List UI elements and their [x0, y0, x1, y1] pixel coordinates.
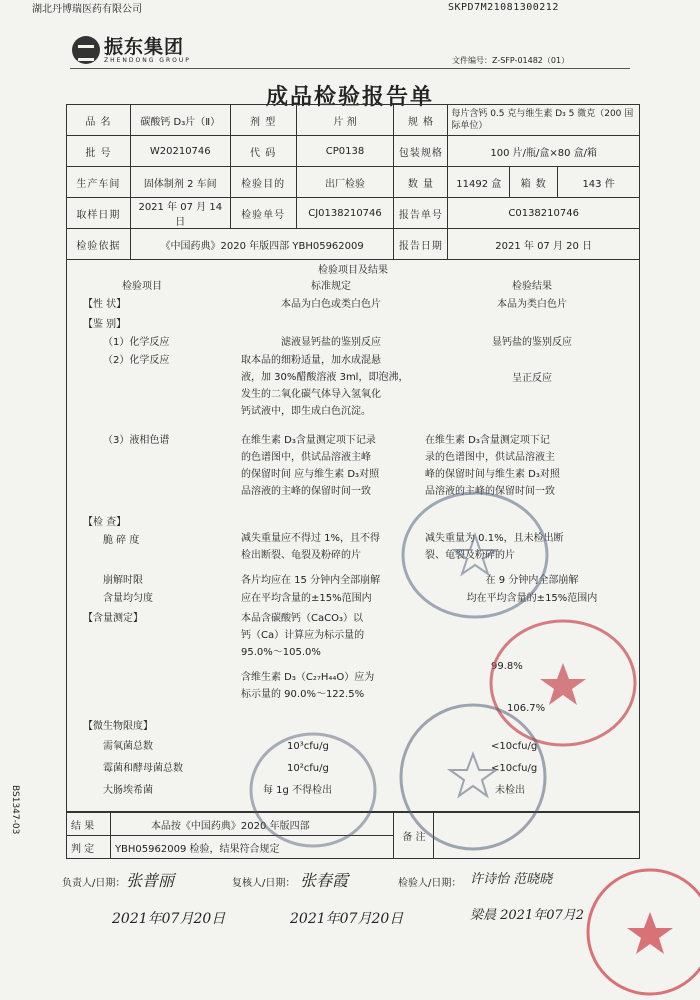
uniformity-standard: 应在平均含量的±15%范围内 — [241, 593, 372, 604]
info-label: 数 量 — [394, 167, 448, 198]
info-value: 片 剂 — [296, 105, 394, 136]
info-value: 《中国药典》2020 年版四部 YBH05962009 — [130, 229, 394, 260]
assay-label: 【含量测定】 — [83, 613, 143, 624]
text-line: 标示量的 90.0%～122.5% — [241, 689, 365, 700]
info-value: 143 件 — [558, 167, 640, 198]
text-line: 本品含碳酸钙（CaCO₃）以 — [241, 613, 363, 624]
responsible-date: 2021年07月20日 — [112, 911, 226, 927]
aerobic-label: 需氧菌总数 — [103, 741, 153, 752]
friability-standard — [241, 530, 421, 564]
info-label: 品 名 — [67, 105, 131, 136]
column-header-standard: 标准规定 — [311, 281, 351, 292]
file-number: 文件编号：Z-SFP-01482（01） — [452, 56, 570, 65]
reviewer-signature: 张春霞 — [300, 871, 349, 890]
text-line: 峰的保留时间与维生素 D₃对照 — [425, 469, 560, 480]
responsible-signature: 张普丽 — [126, 871, 175, 890]
logo-subtitle: ZHENDONG GROUP — [104, 56, 191, 64]
inspector-label: 检验人/日期： — [398, 878, 462, 889]
conclusion-text: 本品按《中国药典》2020 年版四部 — [110, 813, 394, 836]
inspector-date: 梁晨 2021年07月2 — [470, 908, 585, 923]
remark-label: 备 注 — [394, 813, 434, 859]
identification-2-standard — [241, 352, 421, 420]
text-line: 钙（Ca）计算应为标示量的 — [241, 630, 365, 641]
info-row-sampling — [67, 198, 640, 229]
info-label: 取样日期 — [67, 198, 131, 229]
info-label: 代 码 — [230, 136, 296, 167]
text-line: 在维生素 D₃含量测定项下记 — [425, 435, 550, 446]
header-divider — [70, 68, 630, 69]
text-line: 品溶液的主峰的保留时间一致 — [241, 486, 371, 497]
ecoli-label: 大肠埃希菌 — [103, 785, 153, 796]
info-label: 报告单号 — [394, 198, 448, 229]
text-line: 取本品的细粉适量，加水成混悬 — [241, 355, 381, 366]
text-line: 液，加 30%醋酸溶液 3ml，即泡沸， — [241, 372, 409, 383]
text-line: 发生的二氧化碳气体导入氢氧化 — [241, 389, 381, 400]
identification-3-standard — [241, 432, 421, 500]
microbial-label: 【微生物限度】 — [83, 721, 153, 732]
text-line: 录的色谱图中，供试品溶液主 — [425, 452, 555, 463]
info-label: 生产车间 — [67, 167, 131, 198]
info-label: 检验依据 — [67, 229, 131, 260]
info-value: 11492 盒 — [448, 167, 510, 198]
disintegration-label: 崩解时限 — [103, 575, 143, 586]
company-header: 湖北丹博瑞医药有限公司 — [32, 4, 142, 15]
identification-1-standard: 滤液显钙盐的鉴别反应 — [281, 337, 381, 348]
info-label: 检验目的 — [230, 167, 296, 198]
appearance-label: 【性 状】 — [83, 299, 127, 310]
appearance-result: 本品为类白色片 — [497, 299, 567, 310]
uniformity-result: 均在平均含量的±15%范围内 — [466, 593, 598, 604]
ecoli-standard: 每 1g 不得检出 — [263, 785, 333, 796]
identification-label: 【鉴 别】 — [83, 319, 127, 330]
reviewer-date: 2021年07月20日 — [290, 911, 404, 927]
friability-label: 脆 碎 度 — [103, 535, 140, 546]
info-value: CJ0138210746 — [296, 198, 394, 229]
info-value: 碳酸钙 D₃片（Ⅱ） — [130, 105, 230, 136]
text-line: 品溶液的主峰的保留时间一致 — [425, 486, 555, 497]
info-value: 2021 年 07 月 20 日 — [448, 229, 640, 260]
stamp-quality-grey — [398, 702, 548, 852]
info-table — [66, 104, 640, 260]
info-row-workshop — [67, 167, 640, 198]
reviewer-label: 复核人/日期： — [232, 878, 296, 889]
info-value: W20210746 — [130, 136, 230, 167]
info-value: 出厂检验 — [296, 167, 394, 198]
uniformity-label: 含量均匀度 — [103, 593, 153, 604]
info-value: CP0138 — [296, 136, 394, 167]
assay-result-calcium: 99.8% — [491, 661, 523, 672]
info-label: 箱 数 — [510, 167, 558, 198]
logo-icon — [72, 36, 100, 64]
text-line: 检出断裂、龟裂及粉碎的片 — [241, 550, 361, 561]
text-line: 减失重量应不得过 1%，且不得 — [241, 533, 381, 544]
assay-result-vitamin: 106.7% — [507, 703, 546, 714]
aerobic-result: <10cfu/g — [491, 741, 538, 752]
info-row-batch — [67, 136, 640, 167]
identification-2: （2）化学反应 — [103, 355, 170, 366]
info-value: 2021 年 07 月 14 日 — [130, 198, 230, 229]
appearance-standard: 本品为白色或类白色片 — [281, 299, 381, 310]
text-line: 裂、龟裂及粉碎的片 — [425, 550, 515, 561]
info-label: 报告日期 — [394, 229, 448, 260]
inspector-signature: 许诗怡 范晓晓 — [470, 872, 553, 887]
info-label: 检验单号 — [230, 198, 296, 229]
info-value: C0138210746 — [448, 198, 640, 229]
aerobic-standard: 10³cfu/g — [287, 741, 329, 752]
text-line: 的保留时间 应与维生素 D₃对照 — [241, 469, 380, 480]
info-label: 批 号 — [67, 136, 131, 167]
stamp-company-grey — [248, 730, 378, 850]
text-line: 钙试液中，即生成白色沉淀。 — [241, 406, 371, 417]
identification-1-result: 显钙盐的鉴别反应 — [492, 337, 572, 348]
mold-result: <10cfu/g — [491, 763, 538, 774]
company-logo — [72, 36, 191, 64]
side-code: BS1347-03 — [10, 785, 20, 835]
assay-standard — [241, 610, 421, 703]
conclusion-label: 结 果 — [67, 813, 111, 836]
mold-standard: 10²cfu/g — [287, 763, 329, 774]
info-label: 规 格 — [394, 105, 448, 136]
judgement-label: 判 定 — [67, 836, 111, 859]
logo-name: 振东集团 — [104, 35, 185, 58]
section-title: 检验项目及结果 — [318, 265, 388, 276]
document-code: SKPD7M21081300212 — [448, 2, 559, 13]
text-line: 95.0%～105.0% — [241, 647, 321, 658]
mold-label: 霉菌和酵母菌总数 — [103, 763, 183, 774]
info-row-basis — [67, 229, 640, 260]
info-label: 剂 型 — [230, 105, 296, 136]
column-header-item: 检验项目 — [122, 281, 162, 292]
ecoli-result: 未检出 — [495, 785, 525, 796]
inspection-label: 【检 查】 — [83, 517, 127, 528]
info-value: 100 片/瓶/盒×80 盒/箱 — [448, 136, 640, 167]
text-line: 减失重量为 0.1%，且未检出断 — [425, 533, 564, 544]
text-line: 含维生素 D₃（C₂₇H₄₄O）应为 — [241, 672, 375, 683]
disintegration-result: 在 9 分钟内全部崩解 — [485, 575, 579, 586]
identification-2-result: 呈正反应 — [512, 373, 552, 384]
info-value: 每片含钙 0.5 克与维生素 D₃ 5 微克（200 国际单位） — [448, 105, 640, 136]
responsible-label: 负责人/日期： — [62, 878, 126, 889]
text-line: 的色谱图中，供试品溶液主峰 — [241, 452, 371, 463]
column-header-result: 检验结果 — [512, 281, 552, 292]
stamp-quality-blue — [400, 490, 550, 620]
info-value: 固体制剂 2 车间 — [130, 167, 230, 198]
disintegration-standard: 各片均应在 15 分钟内全部崩解 — [241, 575, 381, 586]
conclusion-text: YBH05962009 检验，结果符合规定 — [110, 836, 394, 859]
text-line: 在维生素 D₃含量测定项下记录 — [241, 435, 376, 446]
page-title: 成品检验报告单 — [265, 84, 434, 110]
stamp-suzhou-red — [584, 862, 700, 1000]
identification-3: （3）液相色谱 — [103, 435, 170, 446]
identification-1: （1）化学反应 — [103, 337, 170, 348]
info-row-name — [67, 105, 640, 136]
info-label: 包装规格 — [394, 136, 448, 167]
